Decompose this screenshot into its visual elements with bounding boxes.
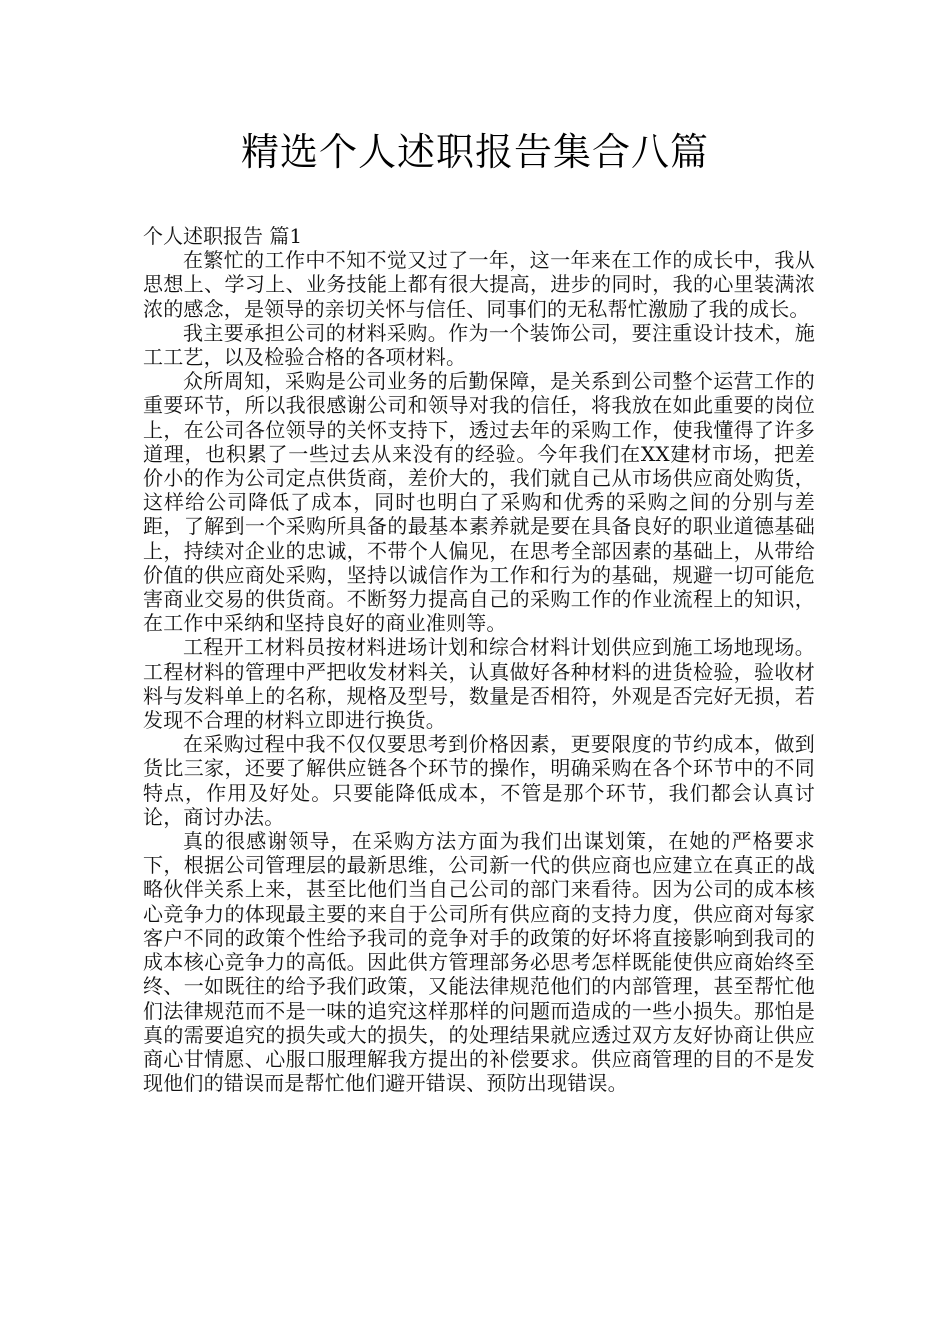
paragraph-1: 在繁忙的工作中不知不觉又过了一年，这一年来在工作的成长中，我从思想上、学习上、业务技能上都有很大提高，进步的同时，我的心里装满浓浓的感念，是领导的亲切关怀与信任、同事们的无私帮忙激励了我的成长。 [143,248,815,321]
paragraph-3: 众所周知，采购是公司业务的后勤保障，是关系到公司整个运营工作的重要环节，所以我很感谢公司和领导对我的信任，将我放在如此重要的岗位上，在公司各位领导的关怀支持下，透过去年的采购工作，使我懂得了许多道理，也积累了一些过去从来没有的经验。今年我们在XX建材市场，把差价小的作为公司定点供货商，差价大的，我们就自己从市场供应商处购货，这样给公司降低了成本，同时也明白了采购和优秀的采购之间的分别与差距，了解到一个采购所具备的最基本素养就是要在具备良好的职业道德基础上，持续对企业的忠诚，不带个人偏见，在思考全部因素的基础上，从带给价值的供应商处采购，坚持以诚信作为工作和行为的基础，规避一切可能危害商业交易的供货商。不断努力提高自己的采购工作的作业流程上的知识，在工作中采纳和坚持良好的商业准则等。 [143,369,815,636]
section-heading: 个人述职报告 篇1 [143,224,303,248]
paragraph-6: 真的很感谢领导，在采购方法方面为我们出谋划策，在她的严格要求下，根据公司管理层的最新思维，公司新一代的供应商也应建立在真正的战略伙伴关系上来，甚至比他们当自己公司的部门来看待。因为公司的成本核心竞争力的体现最主要的来自于公司所有供应商的支持力度，供应商对每家客户不同的政策个性给予我司的竞争对手的政策的好坏将直接影响到我司的成本核心竞争力的高低。因此供方管理部务必思考怎样既能使供应商始终至终、一如既往的给予我们政策，又能法律规范他们的内部管理，甚至帮忙他们法律规范而不是一味的追究这样那样的问题而造成的一些小损失。那怕是真的需要追究的损失或大的损失，的处理结果就应透过双方友好协商让供应商心甘情愿、心服口服理解我方提出的补偿要求。供应商管理的目的不是发现他们的错误而是帮忙他们避开错误、预防出现错误。 [143,829,815,1096]
document-body [143,224,815,1095]
paragraph-5: 在采购过程中我不仅仅要思考到价格因素，更要限度的节约成本，做到货比三家，还要了解供应链各个环节的操作，明确采购在各个环节中的不同特点，作用及好处。只要能降低成本，不管是那个环节，我们都会认真讨论，商讨办法。 [143,732,815,829]
paragraph-4: 工程开工材料员按材料进场计划和综合材料计划供应到施工场地现场。工程材料的管理中严把收发材料关，认真做好各种材料的进货检验，验收材料与发料单上的名称，规格及型号，数量是否相符，外观是否完好无损，若发现不合理的材料立即进行换货。 [143,635,815,733]
paragraph-2: 我主要承担公司的材料采购。作为一个装饰公司，要注重设计技术，施工工艺，以及检验合格的各项材料。 [143,320,815,370]
document-title: 精选个人述职报告集合八篇 [240,130,709,174]
